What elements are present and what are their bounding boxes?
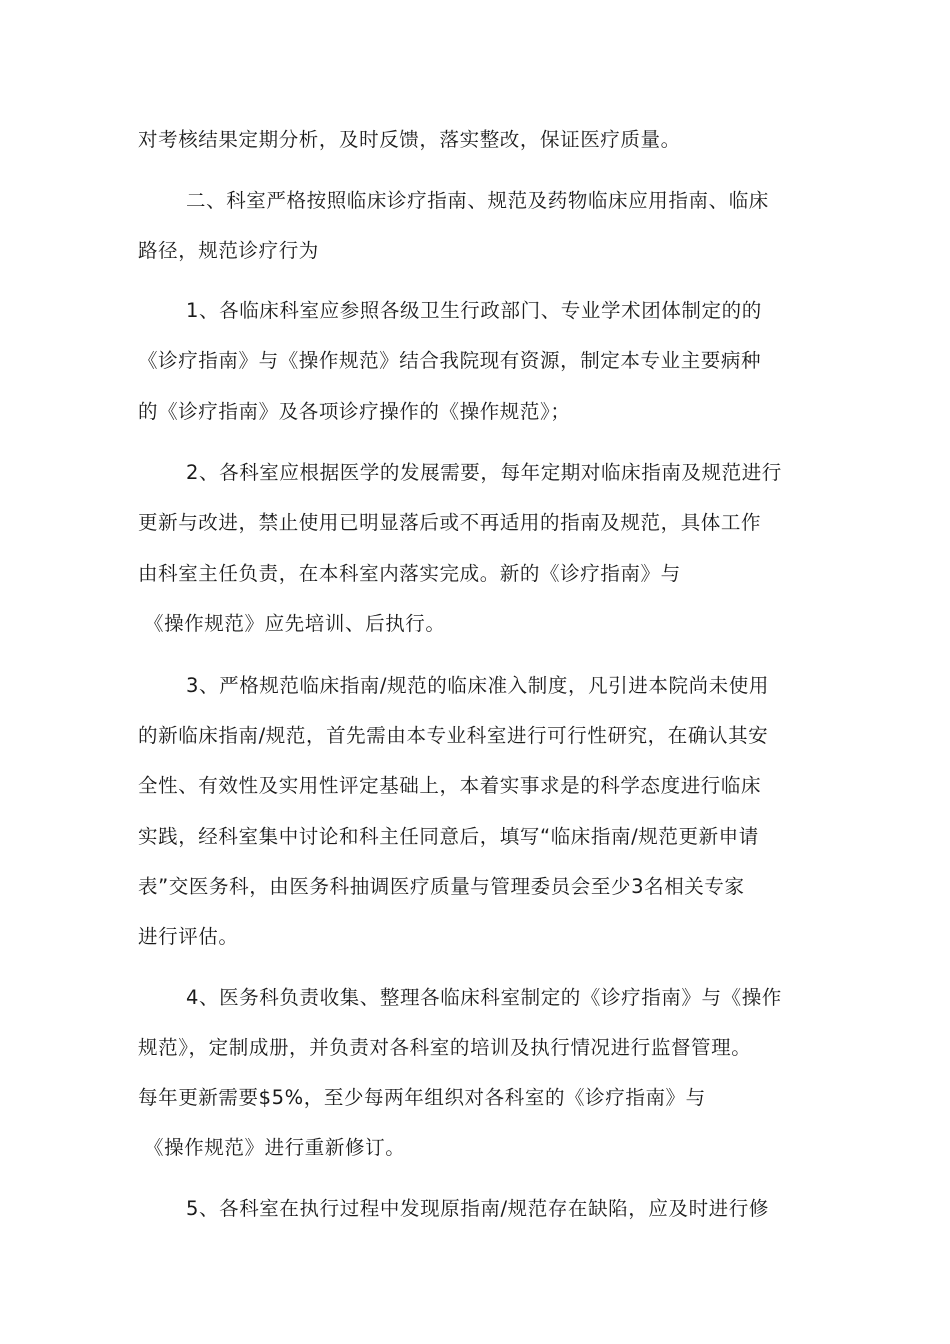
- text-line: 《诊疗指南》与《操作规范》结合我院现有资源，制定本专业主要病种: [138, 349, 762, 372]
- text-line: 每年更新需要$5%，至少每两年组织对各科室的《诊疗指南》与: [138, 1086, 706, 1109]
- text-line: 2、各科室应根据医学的发展需要，每年定期对临床指南及规范进行: [186, 461, 782, 484]
- text-line: 进行评估。: [138, 925, 239, 948]
- text-line: 4、医务科负责收集、整理各临床科室制定的《诊疗指南》与《操作: [186, 986, 782, 1009]
- section-heading: 二、科室严格按照临床诊疗指南、规范及药物临床应用指南、临床: [186, 189, 769, 212]
- text-line: 1、各临床科室应参照各级卫生行政部门、专业学术团体制定的的: [186, 299, 762, 322]
- section-heading: 路径，规范诊疗行为: [138, 239, 319, 262]
- text-line: 5、各科室在执行过程中发现原指南/规范存在缺陷，应及时进行修: [186, 1197, 769, 1220]
- text-line: 更新与改进，禁止使用已明显落后或不再适用的指南及规范，具体工作: [138, 511, 762, 534]
- text-line: 实践，经科室集中讨论和科主任同意后，填写“临床指南/规范更新申请: [138, 825, 759, 848]
- text-line: 规范》，定制成册，并负责对各科室的培训及执行情况进行监督管理。: [138, 1036, 752, 1059]
- text-line: 的新临床指南/规范，首先需由本专业科室进行可行性研究，在确认其安: [138, 724, 769, 747]
- text-line: 由科室主任负责，在本科室内落实完成。新的《诊疗指南》与: [138, 562, 681, 585]
- text-line: 的《诊疗指南》及各项诊疗操作的《操作规范》；: [138, 400, 571, 423]
- text-line: 表”交医务科，由医务科抽调医疗质量与管理委员会至少3名相关专家: [138, 875, 745, 898]
- text-line: 3、严格规范临床指南/规范的临床准入制度，凡引进本院尚未使用: [186, 674, 769, 697]
- text-line: 对考核结果定期分析，及时反馈，落实整改，保证医疗质量。: [138, 128, 681, 151]
- text-line: 全性、有效性及实用性评定基础上，本着实事求是的科学态度进行临床: [138, 774, 762, 797]
- text-line: 《操作规范》应先培训、后执行。: [144, 612, 446, 635]
- text-line: 《操作规范》进行重新修订。: [144, 1136, 406, 1159]
